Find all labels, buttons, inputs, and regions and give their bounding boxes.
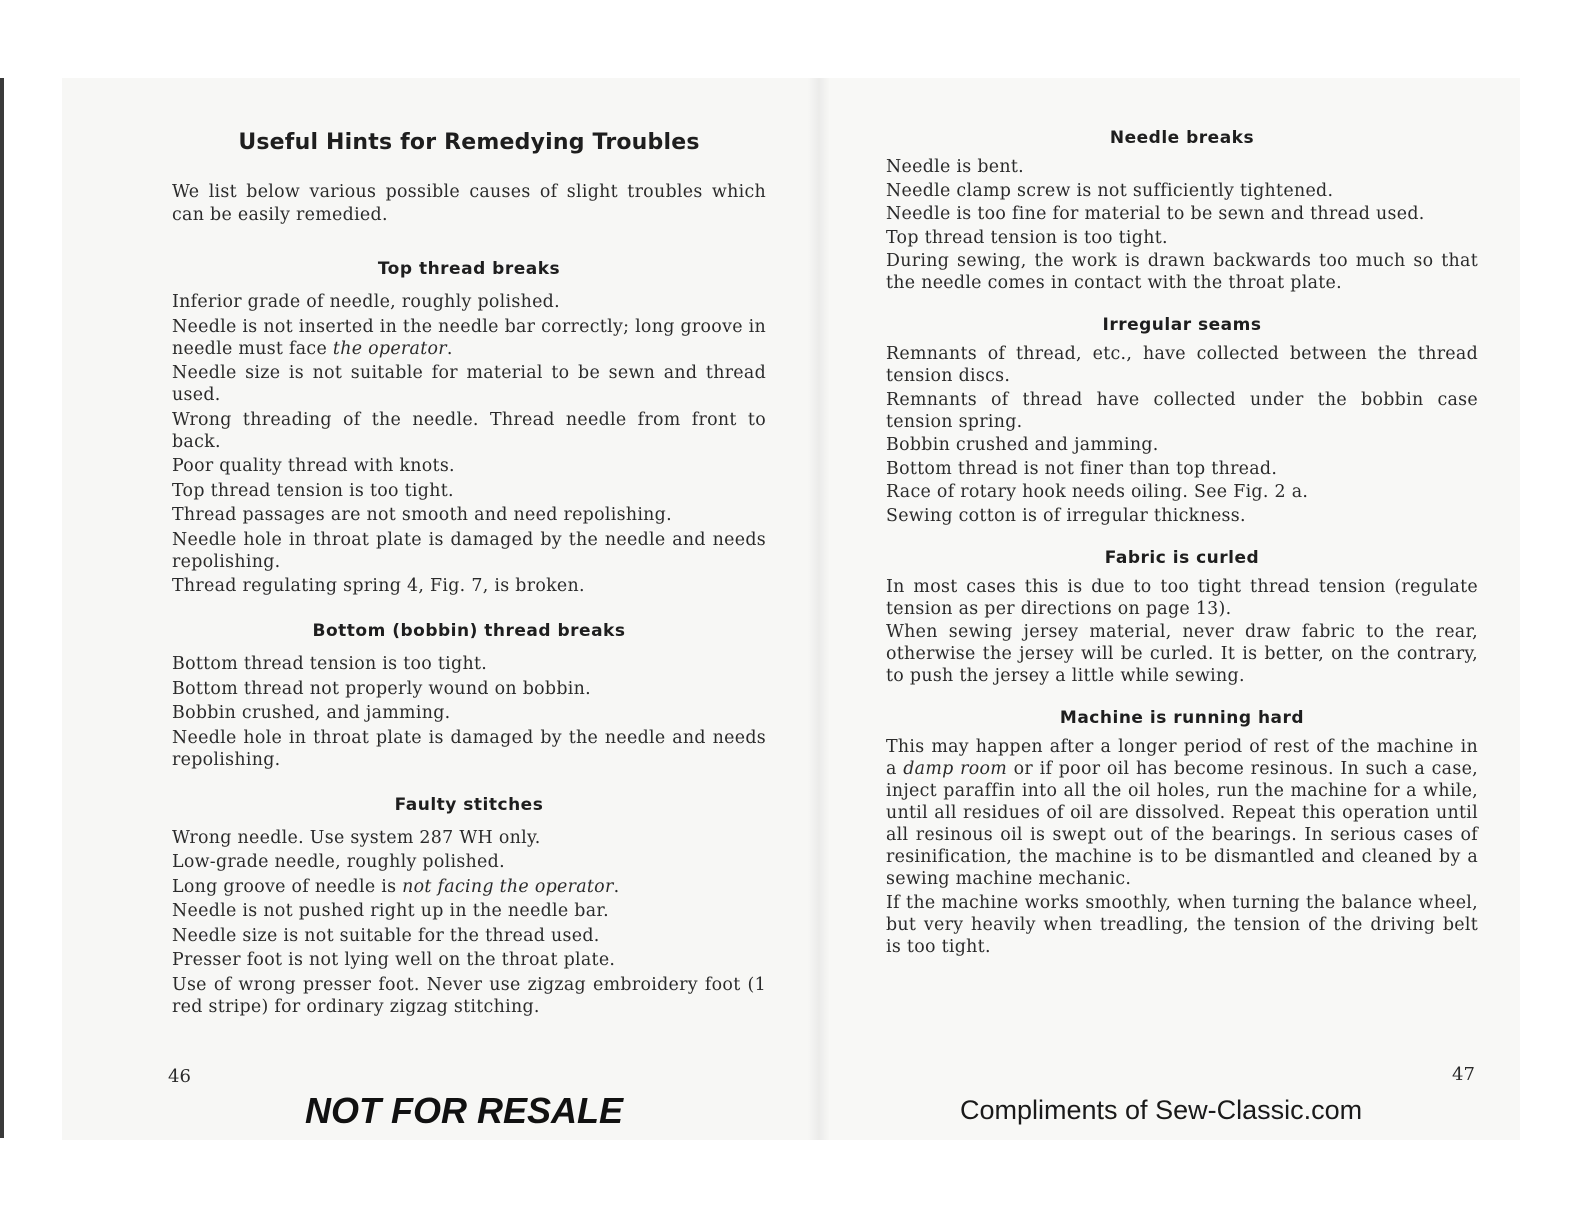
list-item: Presser foot is not lying well on the throat plate.	[172, 950, 616, 970]
emphasis: damp room	[903, 759, 1008, 779]
list-item: Bobbin crushed, and jamming.	[172, 703, 451, 723]
list-item: Needle hole in throat plate is damaged by the needle and needs repolishing.	[172, 727, 766, 770]
section-heading-fabric-is-curled: Fabric is curled	[1104, 547, 1260, 568]
list-item: Remnants of thread, etc., have collected between the thread tension discs.	[886, 344, 1478, 386]
list-item: Needle hole in throat plate is damaged by the needle and needs repolishing.	[172, 529, 766, 572]
list-item: Top thread tension is too tight.	[886, 227, 1168, 248]
list-item: Wrong needle. Use system 287 WH only.	[172, 827, 541, 848]
list-item: Needle is not inserted in the needle bar correctly; long groove in needle must face the operator.	[172, 316, 766, 359]
list-item: When sewing jersey material, never draw fabric to the rear, otherwise the jersey will be curled. It is better, on the contrary, to push the jersey a little while sewing.	[886, 622, 1478, 686]
list-item: Inferior grade of needle, roughly polished.	[172, 292, 560, 312]
left-page-column	[172, 130, 766, 1042]
section-heading-machine-running-hard: Machine is running hard	[1059, 708, 1305, 728]
list-item: Poor quality thread with knots.	[172, 456, 455, 476]
list-item: Low-grade needle, roughly polished.	[172, 852, 505, 872]
list-item: Thread passages are not smooth and need repolishing.	[172, 505, 672, 525]
list-item: Needle is bent.	[886, 157, 1024, 177]
list-irregular-seams	[886, 343, 1478, 527]
list-item: Needle size is not suitable for material to be sewn and thread used.	[172, 363, 766, 405]
section-heading-irregular-seams: Irregular seams	[1102, 315, 1262, 335]
emphasis: the operator	[332, 338, 447, 359]
list-item: Needle clamp screw is not sufficiently tightened.	[886, 180, 1334, 201]
list-needle-breaks	[886, 156, 1478, 294]
list-faulty-stitches	[172, 827, 766, 1018]
page-title: Useful Hints for Remedying Troubles	[238, 130, 700, 155]
list-item: Race of rotary hook needs oiling. See Fig. 2 a.	[886, 482, 1309, 502]
list-item: Wrong threading of the needle. Thread needle from front to back.	[172, 409, 766, 452]
list-item: Bobbin crushed and jamming.	[886, 435, 1159, 455]
list-item: If the machine works smoothly, when turning the balance wheel, but very heavily when treadling, the tension of the driving belt is too tight.	[886, 892, 1478, 957]
emphasis: not facing the operator	[402, 876, 614, 897]
book-gutter	[808, 78, 830, 1140]
list-item: Needle is not pushed right up in the needle bar.	[172, 901, 609, 921]
list-item: In most cases this is due to too tight thread tension (regulate tension as per directions on page 13).	[886, 576, 1478, 619]
section-heading-faulty-stitches: Faulty stitches	[394, 794, 544, 815]
intro-paragraph: We list below various possible causes of slight troubles which can be easily remedied.	[172, 182, 766, 225]
list-item: Needle is too fine for material to be sewn and thread used.	[886, 204, 1425, 224]
section-heading-bottom-thread-breaks: Bottom (bobbin) thread breaks	[312, 621, 626, 641]
list-item: Bottom thread tension is too tight.	[172, 654, 488, 674]
list-item: Sewing cotton is of irregular thickness.	[886, 505, 1246, 526]
list-item: Needle size is not suitable for the thread used.	[172, 925, 600, 946]
section-heading-top-thread-breaks: Top thread breaks	[377, 259, 561, 279]
list-machine-running-hard	[886, 736, 1478, 958]
section-heading-needle-breaks: Needle breaks	[1109, 128, 1255, 148]
list-item: Bottom thread not properly wound on bobbin.	[172, 678, 591, 699]
not-for-resale-stamp: NOT FOR RESALE	[305, 1090, 624, 1131]
list-bottom-thread-breaks	[172, 653, 766, 771]
compliments-stamp: Compliments of Sew-Classic.com	[960, 1095, 1363, 1125]
list-item: This may happen after a longer period of rest of the machine in a damp room or if poor oil has become resinous. In such a case, inject paraffin into all the oil holes, run the machine for a while, until all residues of oil are dissolved. Repeat this operation until all resinous oil is swept out of the bearings. In serious cases of resinification, the machine is to be dismantled and cleaned by a sewing machine mechanic.	[886, 737, 1478, 889]
list-item: Long groove of needle is not facing the operator.	[172, 876, 620, 897]
scan-edge-shadow	[0, 78, 4, 1138]
list-item: During sewing, the work is drawn backwards too much so that the needle comes in contact with the throat plate.	[886, 251, 1478, 293]
list-top-thread-breaks	[172, 291, 766, 597]
list-item: Remnants of thread have collected under the bobbin case tension spring.	[886, 389, 1478, 432]
list-item: Top thread tension is too tight.	[172, 480, 454, 501]
page-number-right: 47	[1452, 1064, 1475, 1085]
list-item: Thread regulating spring 4, Fig. 7, is broken.	[172, 576, 585, 596]
right-page-column	[886, 128, 1478, 979]
list-item: Use of wrong presser foot. Never use zigzag embroidery foot (1 red stripe) for ordinary zigzag stitching.	[172, 974, 766, 1017]
list-fabric-is-curled	[886, 576, 1478, 688]
page-number-left: 46	[168, 1066, 191, 1087]
list-item: Bottom thread is not finer than top thread.	[886, 458, 1278, 479]
